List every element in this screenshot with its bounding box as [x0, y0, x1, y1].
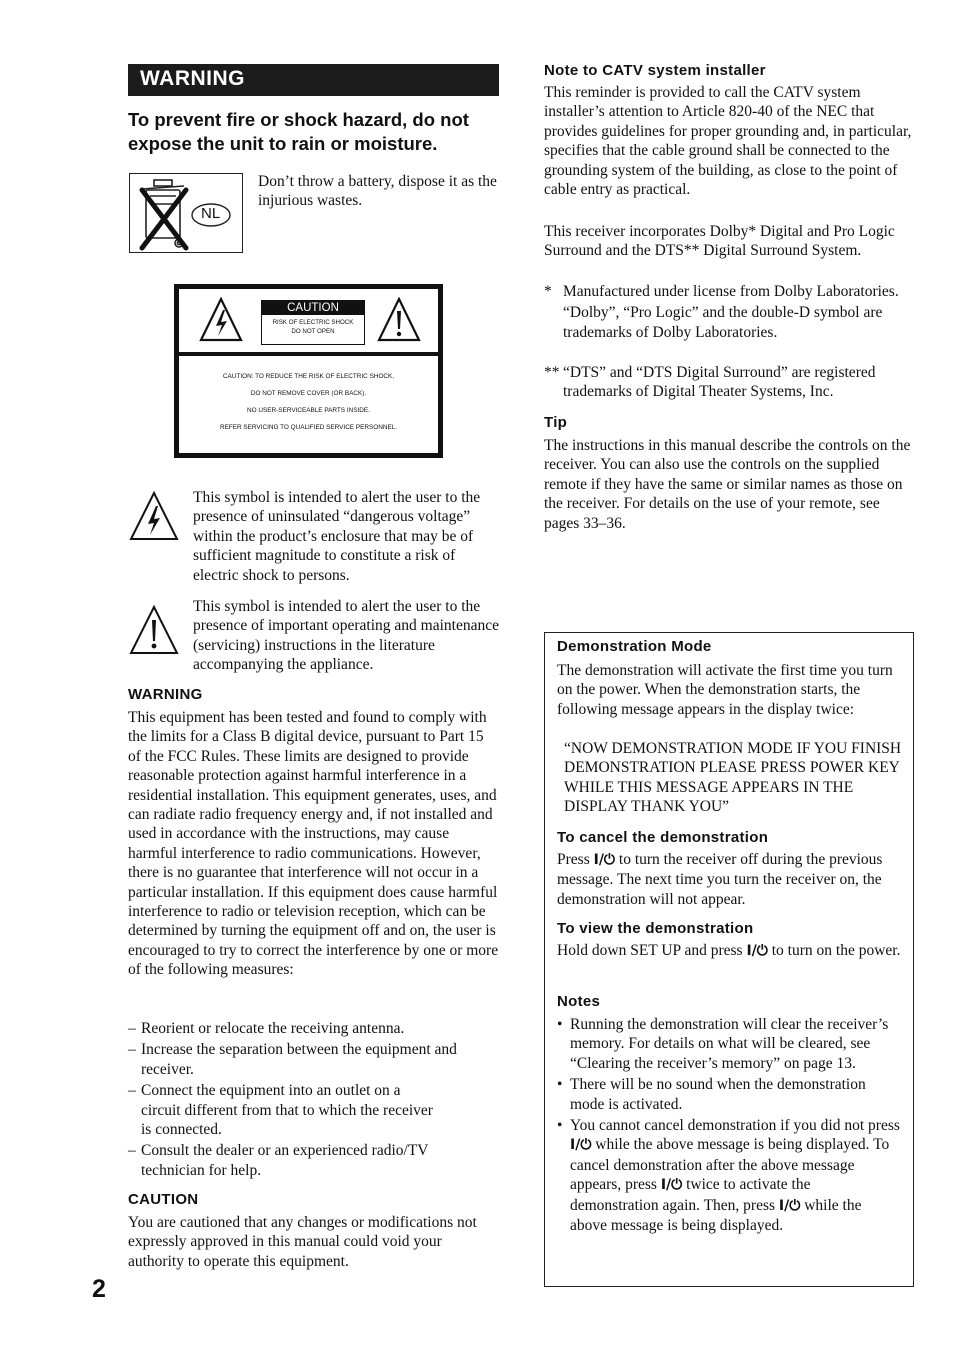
fcc-warning-heading: WARNING	[128, 686, 203, 703]
demonstration-mode-box	[544, 632, 914, 1287]
caution-line: NO USER-SERVICEABLE PARTS INSIDE.	[247, 407, 370, 414]
power-icon: I/⏻	[593, 852, 616, 868]
view-demo-text: Hold down SET UP and press I/⏻ to turn on the power.	[557, 942, 901, 959]
warning-title: WARNING	[140, 67, 245, 90]
list-item: • There will be no sound when the demonstration mode is activated.	[557, 1076, 866, 1113]
demo-heading: Demonstration Mode	[557, 638, 712, 655]
tip-text: The instructions in this manual describe the controls on the receiver. You can also use the controls on the supplied remote if they have the same or similar names as those on the receiver. For details on the use of your remote, see pages 33–36.	[544, 437, 911, 532]
list-item: • Running the demonstration will clear the receiver’s memory. For details on what will be cleared, see “Clearing the receiver’s memory” on page 13.	[557, 1016, 889, 1072]
demo-intro: The demonstration will activate the first time you turn on the power. When the demonstration starts, the following message appears in the display twice:	[557, 662, 893, 718]
tip-heading: Tip	[544, 414, 568, 431]
caution-line: CAUTION: TO REDUCE THE RISK OF ELECTRIC SHOCK,	[222, 373, 395, 380]
exclamation-symbol-text: This symbol is intended to alert the user to the presence of important operating and maintenance (servicing) instructions in the literature accompanying the appliance.	[193, 598, 499, 674]
voltage-symbol-text: This symbol is intended to alert the user to the presence of uninsulated “dangerous voltage” within the product’s enclosure that may be of sufficient magnitude to constitute a risk of electric shock to persons.	[193, 489, 481, 584]
cancel-demo-text: Press I/⏻ to turn the receiver off during the previous message. The next time you turn the receiver on, the demonstration will not appear.	[557, 851, 883, 908]
view-demo-heading: To view the demonstration	[557, 920, 754, 937]
notes-list	[557, 1015, 902, 1235]
catv-heading: Note to CATV system installer	[544, 62, 766, 79]
footnote-dolby: * Manufactured under license from Dolby Laboratories. “Dolby”, “Pro Logic” and the double-D symbol are trademarks of Dolby Laboratories.	[544, 283, 899, 341]
demo-message: “NOW DEMONSTRATION MODE IF YOU FINISH DEMONSTRATION PLEASE PRESS POWER KEY WHILE THIS MESSAGE APPEARS IN THE DISPLAY THANK YOU”	[564, 740, 902, 816]
caution-line: DO NOT REMOVE COVER (OR BACK).	[250, 390, 367, 397]
exclamation-triangle-icon	[377, 297, 421, 343]
list-item: – Reorient or relocate the receiving antenna.	[128, 1020, 405, 1037]
list-item: – Consult the dealer or an experienced radio/TV technician for help.	[128, 1142, 429, 1179]
power-icon: I/⏻	[570, 1137, 592, 1154]
power-icon: I/⏻	[660, 1177, 683, 1194]
hazard-lead: To prevent fire or shock hazard, do not expose the unit to rain or moisture.	[128, 109, 469, 154]
battery-note: Don’t throw a battery, dispose it as the injurious wastes.	[258, 173, 497, 210]
page-number: 2	[92, 1275, 106, 1303]
caution-tag: CAUTION RISK OF ELECTRIC SHOCK DO NOT OPEN	[261, 300, 365, 345]
footnote-dts: ** “DTS” and “DTS Digital Surround” are registered trademarks of Digital Theater Systems, Inc.	[544, 364, 876, 401]
battery-recycle-symbol	[129, 173, 243, 253]
list-item: – Increase the separation between the equipment and receiver.	[128, 1041, 457, 1078]
caution-label-graphic	[174, 284, 443, 458]
power-icon: I/⏻	[746, 943, 768, 959]
caution-heading: CAUTION	[128, 1191, 199, 1208]
crossed-bin-icon	[130, 174, 242, 252]
list-item: – Connect the equipment into an outlet on a circuit different from that to which the receiver is connected.	[128, 1082, 433, 1139]
cancel-demo-heading: To cancel the demonstration	[557, 829, 769, 846]
measures-list	[128, 1019, 500, 1180]
power-icon: I/⏻	[778, 1197, 801, 1214]
catv-text: This reminder is provided to call the CATV system installer’s attention to Article 820-40 of the NEC that provides guidelines for proper grounding and, in particular, specifies that the cable ground shall be connected to the grounding system of the building, as close to the point of cable entry as practical.	[544, 84, 912, 199]
list-item: • You cannot cancel demonstration if you did not press I/⏻ while the above message is being displayed. To cancel demonstration after the above message appears, press I/⏻ twice to activate the demonstration again. Then, press I/⏻ while the above message is being displayed.	[557, 1117, 900, 1235]
caution-text: You are cautioned that any changes or modifications not expressly approved in this manual could void your authority to operate this equipment.	[128, 1214, 477, 1270]
lightning-triangle-icon	[128, 490, 180, 542]
warning-banner	[128, 64, 499, 96]
notes-heading: Notes	[557, 993, 601, 1010]
lightning-triangle-icon	[199, 297, 243, 343]
caution-line: REFER SERVICING TO QUALIFIED SERVICE PERSONNEL.	[219, 424, 398, 431]
dolby-dts-text: This receiver incorporates Dolby* Digital and Pro Logic Surround and the DTS** Digital Surround System.	[544, 223, 895, 260]
fcc-warning-text: This equipment has been tested and found to comply with the limits for a Class B digital device, pursuant to Part 15 of the FCC Rules. These limits are designed to provide reasonable protection against harmful interference in a residential installation. This equipment generates, uses, and can radiate radio frequency energy and, if not installed and used in accordance with the instructions, may cause harmful interference to radio communications. However, there is no guarantee that interference will not occur in a particular installation. If this equipment does cause harmful interference to radio or television reception, which can be determined by turning the equipment off and on, the user is encouraged to try to correct the interference by one or more of the following measures:	[128, 709, 499, 979]
exclamation-triangle-icon	[128, 604, 180, 656]
nl-badge: NL	[201, 205, 221, 222]
